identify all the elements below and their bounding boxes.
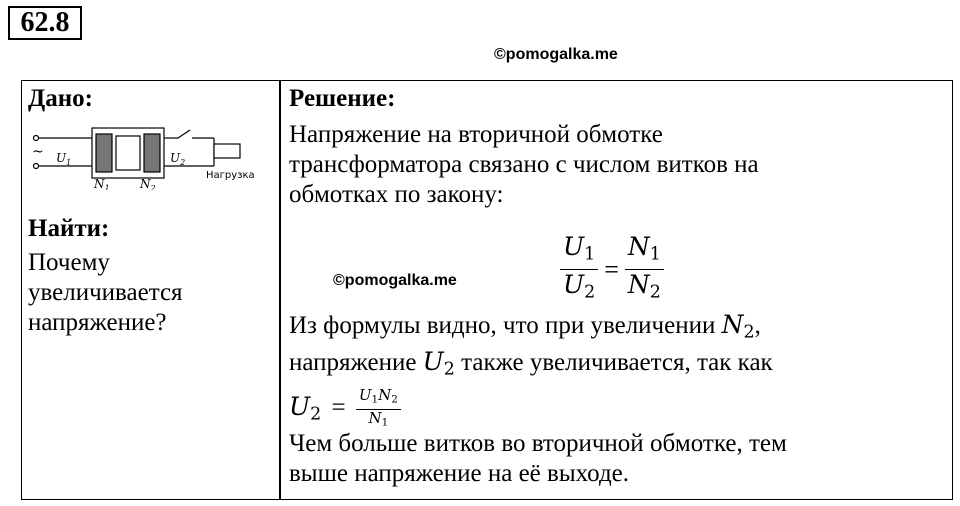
problem-number: 62.8: [8, 6, 82, 40]
solution-column: [289, 84, 949, 210]
find-question: [28, 248, 274, 338]
transformer-formula: [560, 232, 664, 308]
label-load: Нагрузка: [206, 170, 255, 181]
solution-line: трансформатора связано с числом витков на: [289, 151, 759, 178]
equals-sign: =: [604, 254, 619, 284]
find-question-line: Почему: [28, 249, 110, 276]
solution-line: выше напряжение на её выходе.: [289, 459, 630, 487]
watermark-top: ©pomogalka.me: [494, 46, 618, 63]
solution-intro: [289, 120, 949, 210]
label-u1: $U_1$: [56, 151, 72, 167]
formula-u2: $U_2$ = $\frac{U_1N_2}{N_1}$: [289, 385, 949, 429]
solution-title: Решение:: [289, 85, 396, 112]
u2-fraction: $\frac{U_1N_2}{N_1}$: [356, 387, 401, 431]
label-u2: $U_2$: [170, 151, 186, 167]
find-question-line: увеличивается: [28, 279, 183, 306]
solution-line: Из формулы видно, что при увеличении $N_2$,: [289, 310, 761, 343]
solution-body: [289, 310, 949, 489]
solution-line: Чем больше витков во вторичной обмотке, тем: [289, 429, 787, 457]
watermark-middle: ©pomogalka.me: [333, 272, 457, 289]
solution-line: напряжение $U_2$ также увеличивается, так как: [289, 347, 773, 380]
column-divider: [279, 80, 281, 500]
find-title: Найти:: [28, 215, 110, 242]
turns-ratio: $\frac{N_1}{N_2}$: [625, 232, 664, 308]
given-title: Дано:: [28, 85, 93, 112]
find-question-line: напряжение?: [28, 309, 167, 336]
transformer-diagram: [30, 120, 270, 190]
label-n1: $N_1$: [94, 177, 110, 190]
voltage-ratio: $\frac{U_1}{U_2}$: [560, 232, 598, 308]
label-n2: $N_2$: [140, 177, 156, 190]
solution-line: обмотках по закону:: [289, 181, 504, 208]
solution-line: Напряжение на вторичной обмотке: [289, 121, 663, 148]
ac-symbol: ~: [32, 144, 44, 160]
